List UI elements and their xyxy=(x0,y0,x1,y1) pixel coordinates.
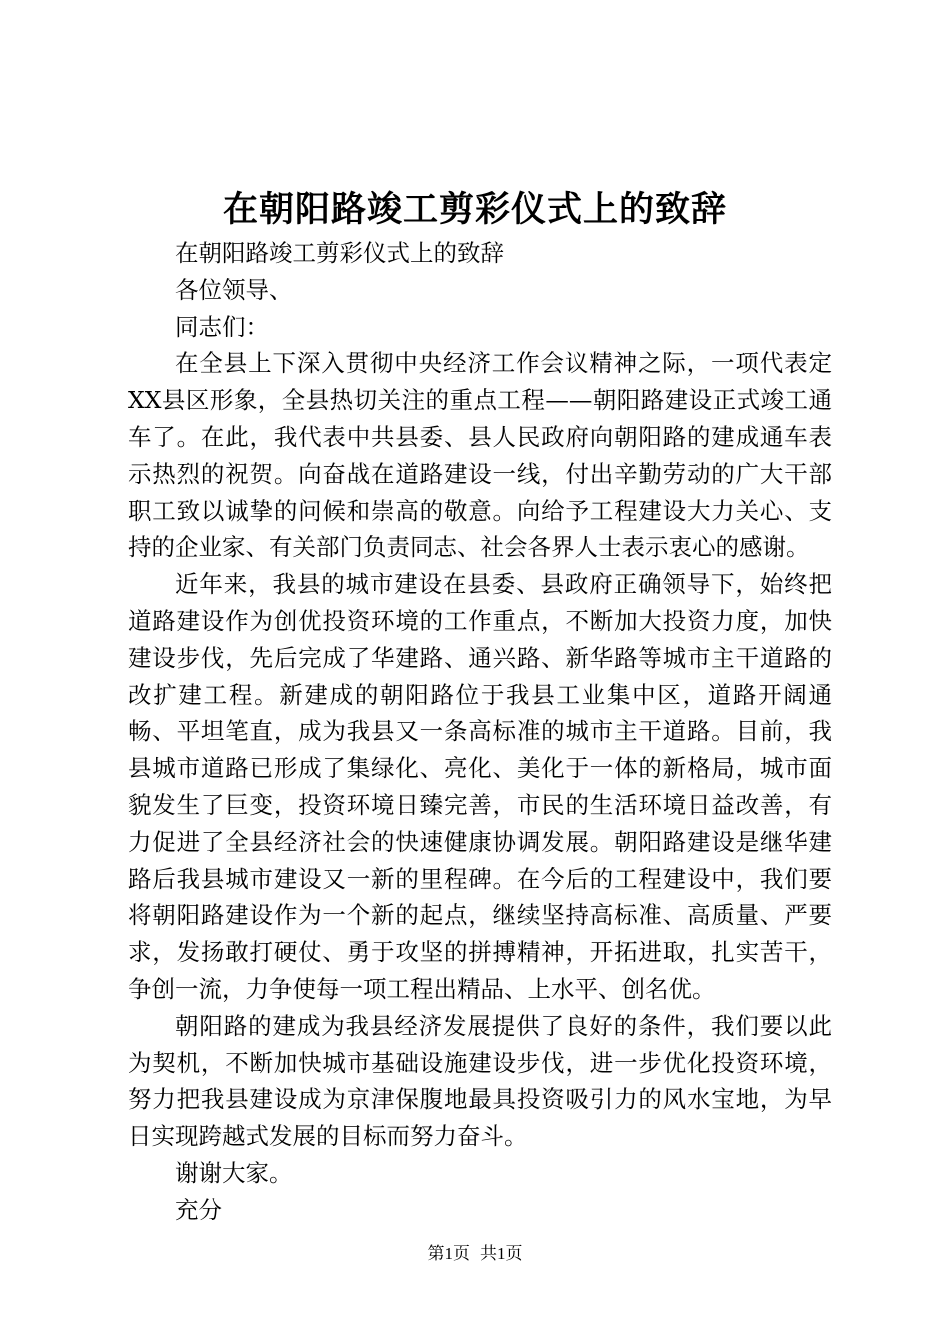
page-number: 第1页 xyxy=(427,1244,470,1263)
closing-thanks: 谢谢大家。 xyxy=(175,1158,293,1187)
body-paragraph: 在全县上下深入贯彻中央经济工作会议精神之际，一项代表定XX县区形象，全县热切关注的重点工程——朝阳路建设正式竣工通车了。在此，我代表中共县委、县人民政府向朝阳路的建成通车表示热烈的祝贺。向奋战在道路建设一线，付出辛勤劳动的广大干部职工致以诚挚的问候和崇高的敬意。向给予工程建设大力关心、支持的企业家、有关部门负责同志、社会各界人士表示衷心的感谢。 xyxy=(128,349,832,562)
subtitle-paragraph: 在朝阳路竣工剪彩仪式上的致辞 xyxy=(175,239,504,267)
trailing-text: 充分 xyxy=(175,1195,222,1224)
salutation-leaders: 各位领导、 xyxy=(175,275,293,304)
document-body xyxy=(128,235,832,1229)
page-total: 共1页 xyxy=(480,1244,523,1263)
body-paragraph: 朝阳路的建成为我县经济发展提供了良好的条件，我们要以此为契机，不断加快城市基础设施建设步伐，进一步优化投资环境，努力把我县建设成为京津保腹地最具投资吸引力的风水宝地，为早日实现跨越式发展的目标而努力奋斗。 xyxy=(128,1011,832,1151)
body-paragraph: 近年来，我县的城市建设在县委、县政府正确领导下，始终把道路建设作为创优投资环境的工作重点，不断加大投资力度，加快建设步伐，先后完成了华建路、通兴路、新华路等城市主干道路的改扩建工程。新建成的朝阳路位于我县工业集中区，道路开阔通畅、平坦笔直，成为我县又一条高标准的城市主干道路。目前，我县城市道路已形成了集绿化、亮化、美化于一体的新格局，城市面貌发生了巨变，投资环境日臻完善，市民的生活环境日益改善，有力促进了全县经济社会的快速健康协调发展。朝阳路建设是继华建路后我县城市建设又一新的里程碑。在今后的工程建设中，我们要将朝阳路建设作为一个新的起点，继续坚持高标准、高质量、严要求，发扬敢打硬仗、勇于攻坚的拼搏精神，开拓进取，扎实苦干，争创一流，力争使每一项工程出精品、上水平、创名优。 xyxy=(128,570,832,1003)
page-footer xyxy=(0,1242,950,1266)
salutation-comrades: 同志们： xyxy=(175,312,269,341)
document-title: 在朝阳路竣工剪彩仪式上的致辞 xyxy=(222,189,727,230)
